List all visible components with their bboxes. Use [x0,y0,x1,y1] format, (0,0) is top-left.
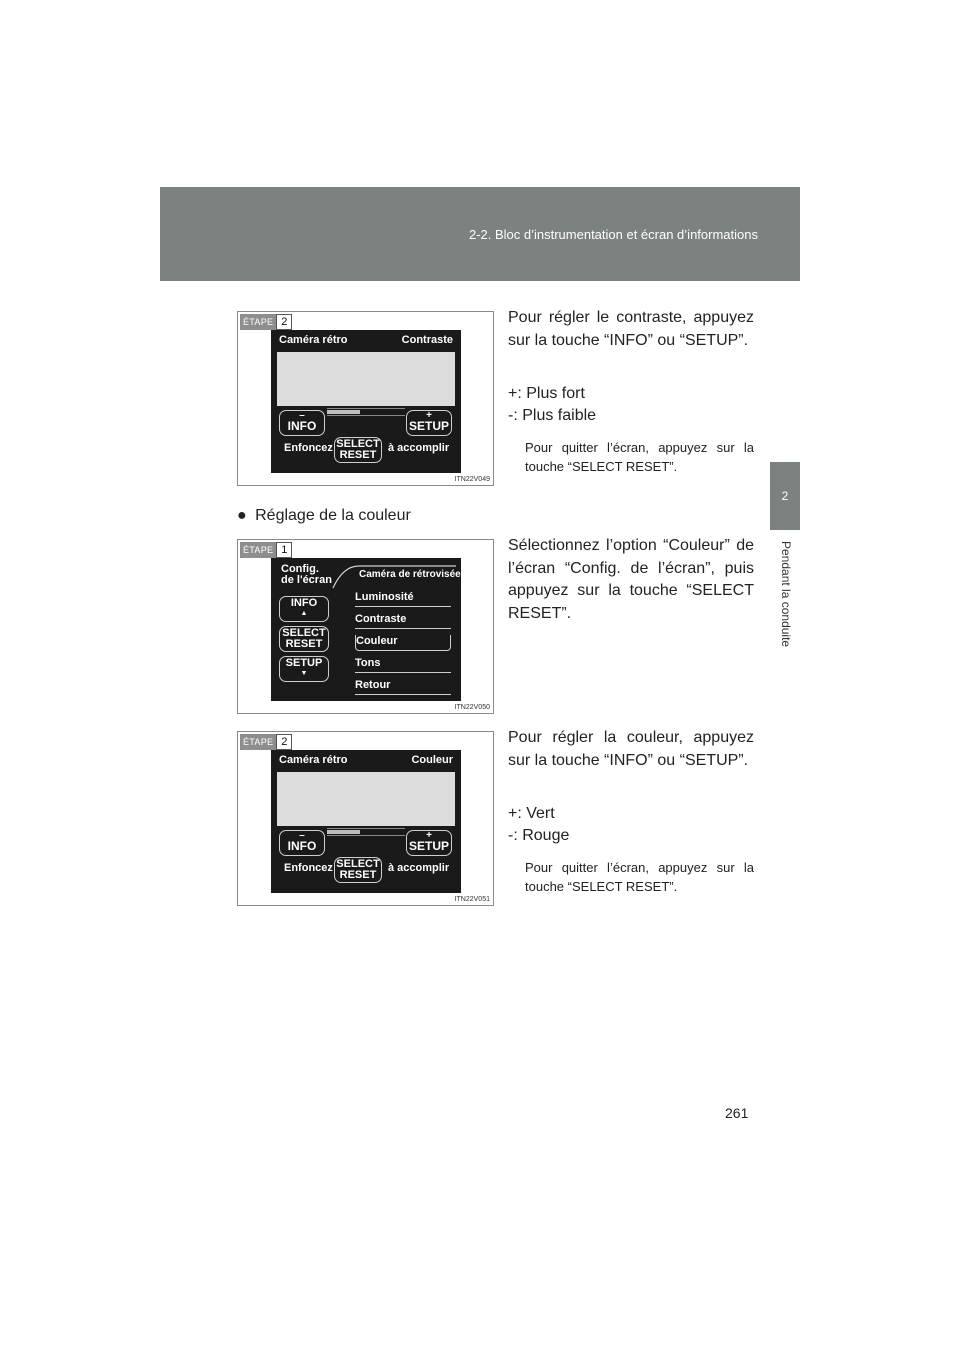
step2-color-instruction: Pour régler la couleur, appuyez sur la touche “INFO” ou “SETUP”. [508,729,754,769]
chapter-label-container [777,541,793,671]
select-reset-button[interactable] [334,857,382,883]
menu-item-tons[interactable]: Tons [355,657,451,673]
select-reset-button[interactable] [334,437,382,463]
setup-label: SETUP [408,419,449,433]
section-header-band [160,187,800,281]
section-heading-color [237,507,411,525]
setup-button[interactable] [406,830,452,856]
accomplir-label: à accomplir [388,862,450,874]
chapter-label: Pendant la conduite [779,541,793,648]
step-number: 2 [276,734,292,750]
config-subtitle: de l'écran [281,574,332,586]
screen-title: Caméra rétro [279,334,348,346]
config-title: Config. [281,563,319,575]
chapter-tab [770,462,800,530]
reset-label: RESET [285,638,323,650]
figure-contrast [237,311,494,486]
info-button[interactable] [279,410,325,436]
info-label: INFO [287,839,317,853]
select-label: SELECT [336,438,380,450]
contrast-slider [327,408,405,416]
reset-label: RESET [339,869,377,881]
setup-down-button[interactable] [279,656,329,682]
camera-preview [277,772,455,826]
figure-code: ITN22V049 [454,476,490,483]
select-reset-button[interactable] [279,626,329,652]
settings-menu-screen [271,558,461,701]
minus-sign: – [299,830,305,841]
select-label: SELECT [336,858,380,870]
bullet-icon: ● [237,507,247,524]
page-number: 261 [725,1105,749,1121]
figure-code: ITN22V051 [454,896,490,903]
step-badge [240,734,292,750]
step-word: ÉTAPE [240,542,276,558]
step-badge [240,314,292,330]
figure-color [237,731,494,906]
color-slider [327,828,405,836]
screen-mode: Couleur [411,754,453,766]
step2-contrast-instruction: Pour régler le contraste, appuyez sur la touche “INFO” ou “SETUP”. [508,309,754,349]
minus-sign: – [299,410,305,421]
down-arrow-icon: ▼ [300,670,308,677]
info-label: INFO [287,419,317,433]
slider-fill [327,830,360,834]
minus-weaker: -: Plus faible [508,407,597,424]
step-number: 1 [276,542,292,558]
camera-color-screen [271,750,461,893]
camera-preview [277,352,455,406]
screen-title: Caméra rétro [279,754,348,766]
plus-sign: + [426,410,432,421]
up-arrow-icon: ▲ [300,610,308,617]
setup-label: SETUP [408,839,449,853]
menu-item-luminosite[interactable]: Luminosité [355,591,451,607]
step-badge [240,542,292,558]
heading-text: Réglage de la couleur [255,507,411,524]
camera-contrast-screen [271,330,461,473]
info-label: INFO [290,597,318,609]
step-word: ÉTAPE [240,734,276,750]
setup-label: SETUP [285,657,323,669]
select-label: SELECT [282,627,326,639]
section-title: 2-2. Bloc d’instrumentation et écran d’informations [468,227,758,242]
setup-button[interactable] [406,410,452,436]
info-up-button[interactable] [279,596,329,622]
plus-stronger: +: Plus fort [508,385,585,402]
chapter-number: 2 [781,489,789,503]
menu-item-retour[interactable]: Retour [355,679,451,695]
camera-menu-title: Caméra de rétrovisée [359,569,461,580]
menu-item-contraste[interactable]: Contraste [355,613,451,629]
exit-note: Pour quitter l’écran, appuyez sur la touche “SELECT RESET”. [525,860,754,894]
minus-red: -: Rouge [508,827,570,844]
step-word: ÉTAPE [240,314,276,330]
accomplir-label: à accomplir [388,442,450,454]
figure-code: ITN22V050 [454,704,490,711]
screen-mode: Contraste [401,334,453,346]
plus-sign: + [426,830,432,841]
enfoncez-label: Enfoncez [284,862,333,874]
step1-select-instruction: Sélectionnez l’option “Couleur” de l’écran “Config. de l’écran”, puis appuyez sur la touche “SELECT RESET”. [508,537,754,622]
plus-green: +: Vert [508,805,555,822]
slider-fill [327,410,360,414]
exit-note: Pour quitter l’écran, appuyez sur la touche “SELECT RESET”. [525,440,754,474]
figure-menu [237,539,494,714]
info-button[interactable] [279,830,325,856]
menu-item-couleur[interactable]: Couleur [355,635,451,651]
reset-label: RESET [339,449,377,461]
step-number: 2 [276,314,292,330]
enfoncez-label: Enfoncez [284,442,333,454]
